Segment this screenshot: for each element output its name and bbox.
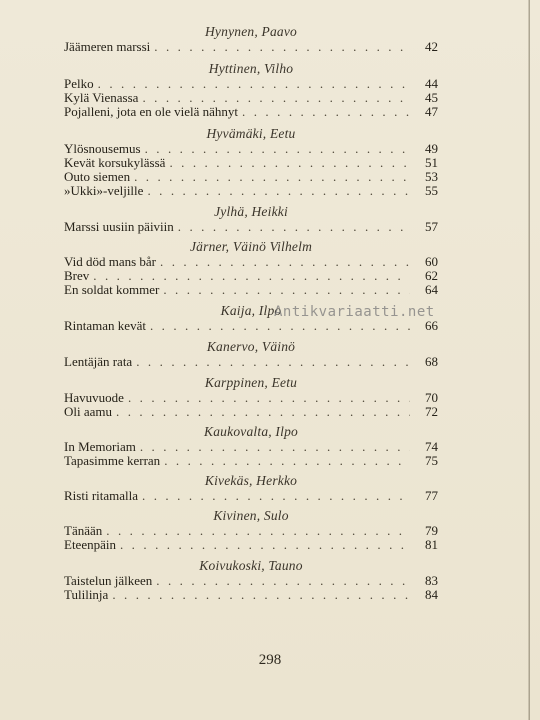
entry-page-number: 42	[425, 39, 438, 54]
entry-page-number: 72	[425, 404, 438, 419]
dot-leader	[242, 105, 410, 119]
entry-title: En soldat kommer	[64, 282, 160, 297]
toc-entry	[64, 574, 438, 588]
entry-page-number: 49	[425, 141, 438, 156]
entry-page-number: 75	[425, 453, 438, 468]
dot-leader	[98, 77, 410, 91]
entry-page-number: 77	[425, 488, 438, 503]
entry-page-number: 47	[425, 104, 438, 119]
entry-page-number: 84	[425, 587, 438, 602]
entry-page-number: 53	[425, 169, 438, 184]
author-heading: Koivukoski, Tauno	[199, 558, 303, 573]
entry-page-number: 44	[425, 76, 438, 91]
author-heading: Kanervo, Väinö	[206, 339, 296, 354]
entry-title: Brev	[64, 268, 90, 283]
toc-entry	[64, 489, 438, 503]
entry-title: Pojalleni, jota en ole vielä nähnyt	[64, 104, 239, 119]
entry-page-number: 79	[425, 523, 438, 538]
entry-title: Tänään	[64, 523, 103, 538]
dot-leader	[112, 588, 410, 602]
toc-entry	[64, 391, 438, 405]
dot-leader	[147, 184, 410, 198]
entry-title: Risti ritamalla	[64, 488, 139, 503]
page-number: 298	[258, 652, 282, 668]
dot-leader	[93, 269, 410, 283]
author-heading: Kaija, Ilpo	[220, 303, 282, 318]
toc-entry	[64, 220, 438, 234]
toc-entry	[64, 319, 438, 333]
dot-leader	[154, 40, 410, 54]
entry-title: Marssi uusiin päiviin	[64, 219, 174, 234]
entry-title: Outo siemen	[64, 169, 131, 184]
entry-page-number: 70	[425, 390, 438, 405]
dot-leader	[116, 405, 410, 419]
dot-leader	[128, 391, 410, 405]
entry-title: »Ukki»-veljille	[64, 183, 144, 198]
author-heading: Kaukovalta, Ilpo	[204, 424, 298, 439]
dot-leader	[169, 156, 410, 170]
author-heading: Kivinen, Sulo	[213, 508, 289, 523]
toc-entry	[64, 440, 438, 454]
entry-title: Rintaman kevät	[64, 318, 146, 333]
toc-entry	[64, 524, 438, 538]
dot-leader	[163, 283, 410, 297]
dot-leader	[156, 574, 410, 588]
toc-entry	[64, 184, 438, 198]
entry-title: Havuvuode	[64, 390, 124, 405]
toc-entry	[64, 170, 438, 184]
entry-title: In Memoriam	[64, 439, 136, 454]
page-edge	[528, 0, 530, 720]
entry-title: Tapasimme kerran	[64, 453, 161, 468]
entry-page-number: 66	[425, 318, 438, 333]
dot-leader	[142, 91, 410, 105]
dot-leader	[136, 355, 410, 369]
author-heading: Karppinen, Eetu	[204, 375, 298, 390]
author-heading: Hyvämäki, Eetu	[206, 126, 296, 141]
entry-title: Vid död mans bår	[64, 254, 157, 269]
toc-entry	[64, 269, 438, 283]
entry-page-number: 62	[425, 268, 438, 283]
entry-title: Kevät korsukylässä	[64, 155, 166, 170]
entry-page-number: 68	[425, 354, 438, 369]
author-heading: Hynynen, Paavo	[204, 24, 297, 39]
entry-title: Tulilinja	[64, 587, 109, 602]
entry-title: Ylösnousemus	[64, 141, 141, 156]
entry-page-number: 81	[425, 537, 438, 552]
dot-leader	[134, 170, 410, 184]
entry-page-number: 83	[425, 573, 438, 588]
toc-entry	[64, 156, 438, 170]
toc-entry	[64, 588, 438, 602]
toc-entry	[64, 255, 438, 269]
author-heading: Kivekäs, Herkko	[204, 473, 298, 488]
entry-title: Jäämeren marssi	[64, 39, 151, 54]
toc-entry	[64, 355, 438, 369]
toc-entry	[64, 405, 438, 419]
author-heading: Hyttinen, Vilho	[208, 61, 294, 76]
dot-leader	[178, 220, 410, 234]
entry-page-number: 60	[425, 254, 438, 269]
dot-leader	[106, 524, 410, 538]
dot-leader	[160, 255, 410, 269]
toc-entry	[64, 454, 438, 468]
toc-entry	[64, 40, 438, 54]
entry-page-number: 45	[425, 90, 438, 105]
entry-title: Lentäjän rata	[64, 354, 133, 369]
watermark: Antikvariaatti.net	[274, 304, 435, 320]
dot-leader	[150, 319, 410, 333]
author-heading: Jylhä, Heikki	[214, 204, 288, 219]
entry-page-number: 64	[425, 282, 438, 297]
toc-entry	[64, 91, 438, 105]
entry-title: Kylä Vienassa	[64, 90, 139, 105]
entry-page-number: 51	[425, 155, 438, 170]
author-heading: Järner, Väinö Vilhelm	[189, 239, 313, 254]
dot-leader	[142, 489, 410, 503]
entry-page-number: 57	[425, 219, 438, 234]
entry-title: Pelko	[64, 76, 94, 91]
dot-leader	[164, 454, 410, 468]
toc-entry	[64, 538, 438, 552]
dot-leader	[140, 440, 410, 454]
entry-title: Eteenpäin	[64, 537, 116, 552]
entry-page-number: 55	[425, 183, 438, 198]
dot-leader	[145, 142, 410, 156]
toc-entry	[64, 77, 438, 91]
dot-leader	[120, 538, 410, 552]
toc-entry	[64, 283, 438, 297]
entry-title: Oli aamu	[64, 404, 113, 419]
entry-page-number: 74	[425, 439, 438, 454]
entry-title: Taistelun jälkeen	[64, 573, 153, 588]
toc-entry	[64, 142, 438, 156]
toc-entry	[64, 105, 438, 119]
